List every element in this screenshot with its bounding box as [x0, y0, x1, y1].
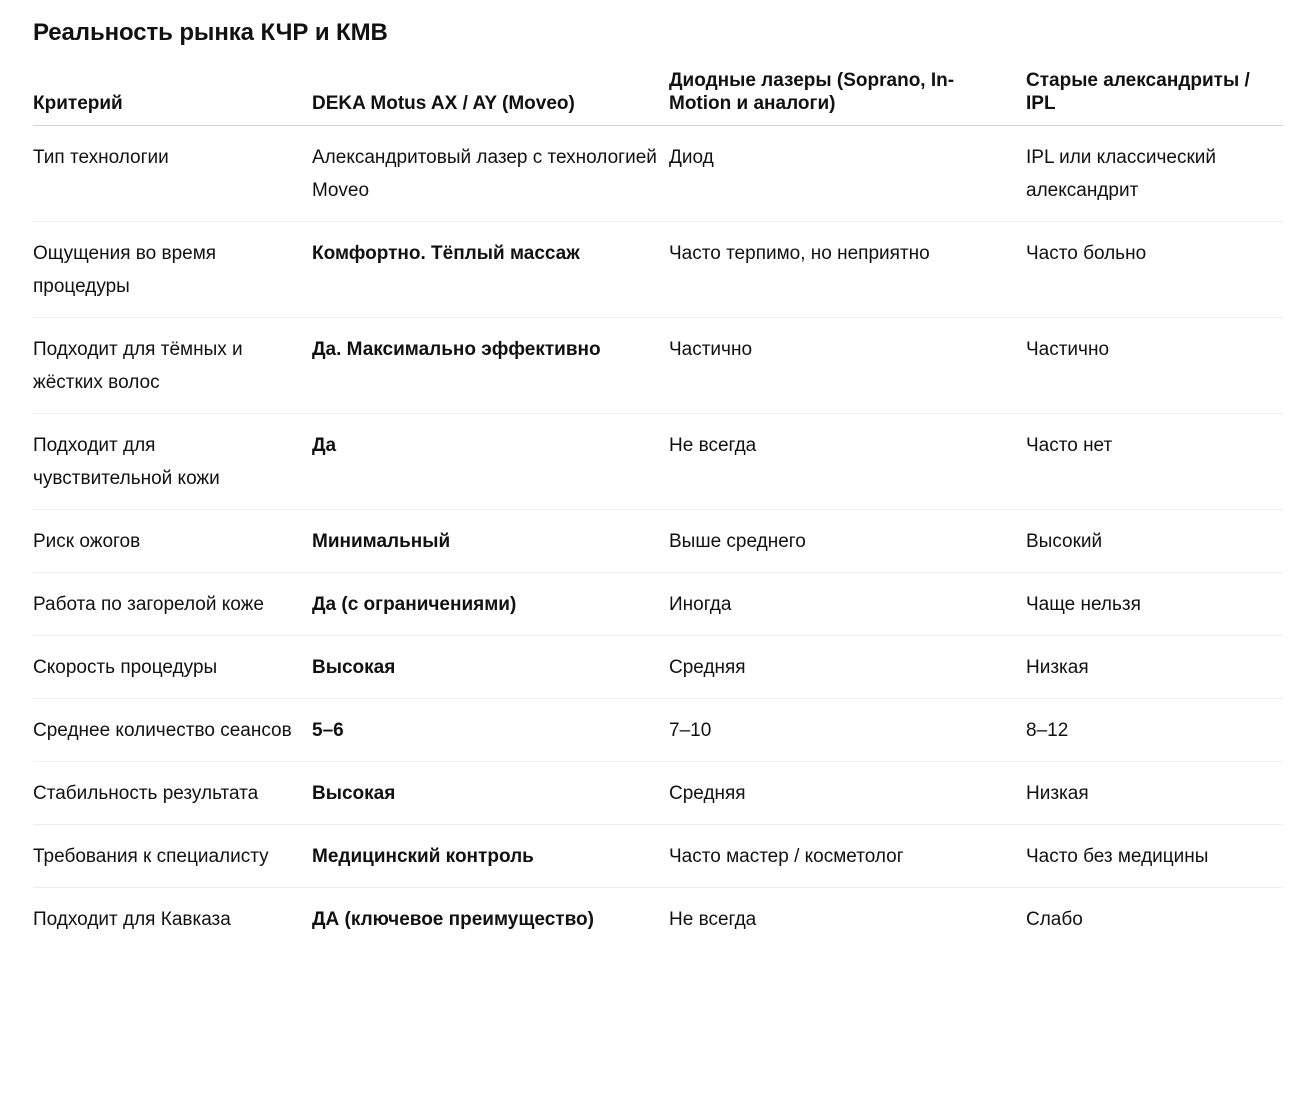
header-row	[33, 69, 1283, 126]
table-row	[33, 762, 1283, 825]
cell-deka: Да. Максимально эффективно	[312, 318, 669, 414]
cell-diode: Средняя	[669, 762, 1026, 825]
cell-criterion: Тип технологии	[33, 126, 312, 222]
table-row	[33, 573, 1283, 636]
cell-deka: 5–6	[312, 699, 669, 762]
cell-diode: Не всегда	[669, 909, 757, 930]
table-row	[33, 888, 1283, 951]
header-criterion: Критерий	[33, 69, 312, 126]
cell-diode: Выше среднего	[669, 510, 1026, 573]
table-body	[33, 126, 1283, 951]
cell-diode: Диод	[669, 126, 1026, 222]
table-header	[33, 69, 1283, 126]
cell-deka: Александритовый лазер с технологией Moveo	[312, 126, 669, 222]
cell-criterion: Среднее количество сеансов	[33, 699, 312, 762]
cell-diode: Часто терпимо, но неприятно	[669, 222, 1026, 318]
cell-old: Чаще нельзя	[1026, 573, 1283, 636]
page-title: Реальность рынка КЧР и КМВ	[33, 19, 388, 46]
cell-diode: Частично	[669, 318, 1026, 414]
header-old-alexandrite-ipl: Старые александриты / IPL	[1026, 69, 1283, 126]
cell-old: Низкая	[1026, 636, 1283, 699]
cell-deka: Высокая	[312, 762, 669, 825]
cell-criterion: Работа по загорелой коже	[33, 573, 312, 636]
cell-deka: Медицинский контроль	[312, 825, 669, 888]
table-row	[33, 318, 1283, 414]
header-diode-lasers: Диодные лазеры (Soprano, In-Motion и аналоги)	[669, 69, 1026, 126]
cell-criterion: Подходит для Кавказа	[33, 909, 231, 930]
cell-old: Частично	[1026, 318, 1283, 414]
table-row	[33, 636, 1283, 699]
cell-deka: Комфортно. Тёплый массаж	[312, 222, 669, 318]
cell-deka: Да	[312, 414, 669, 510]
cell-old: IPL или классический александрит	[1026, 126, 1283, 222]
cell-criterion: Стабильность результата	[33, 762, 312, 825]
header-deka-motus: DEKA Motus AX / AY (Moveo)	[312, 69, 669, 126]
cell-deka: ДА (ключевое преимущество)	[312, 909, 594, 930]
cell-deka: Да (с ограничениями)	[312, 573, 669, 636]
table-row	[33, 825, 1283, 888]
cell-diode: 7–10	[669, 699, 1026, 762]
comparison-table	[33, 69, 1283, 950]
cell-diode: Иногда	[669, 573, 1026, 636]
cell-criterion: Подходит для чувствительной кожи	[33, 414, 312, 510]
cell-old: Часто без медицины	[1026, 825, 1283, 888]
table-row	[33, 126, 1283, 222]
table-row	[33, 414, 1283, 510]
cell-criterion: Подходит для тёмных и жёстких волос	[33, 318, 312, 414]
cell-criterion: Требования к специалисту	[33, 825, 312, 888]
cell-old: Низкая	[1026, 762, 1283, 825]
cell-deka: Высокая	[312, 636, 669, 699]
table-row	[33, 510, 1283, 573]
cell-old: Часто нет	[1026, 414, 1283, 510]
table-row	[33, 699, 1283, 762]
cell-diode: Часто мастер / косметолог	[669, 825, 1026, 888]
cell-old: Часто больно	[1026, 222, 1283, 318]
cell-deka: Минимальный	[312, 510, 669, 573]
cell-criterion: Риск ожогов	[33, 510, 312, 573]
cell-criterion: Скорость процедуры	[33, 636, 312, 699]
cell-old: 8–12	[1026, 699, 1283, 762]
cell-diode: Не всегда	[669, 414, 1026, 510]
cell-old: Слабо	[1026, 909, 1083, 930]
cell-criterion: Ощущения во время процедуры	[33, 222, 312, 318]
cell-old: Высокий	[1026, 510, 1283, 573]
table-row	[33, 222, 1283, 318]
cell-diode: Средняя	[669, 636, 1026, 699]
